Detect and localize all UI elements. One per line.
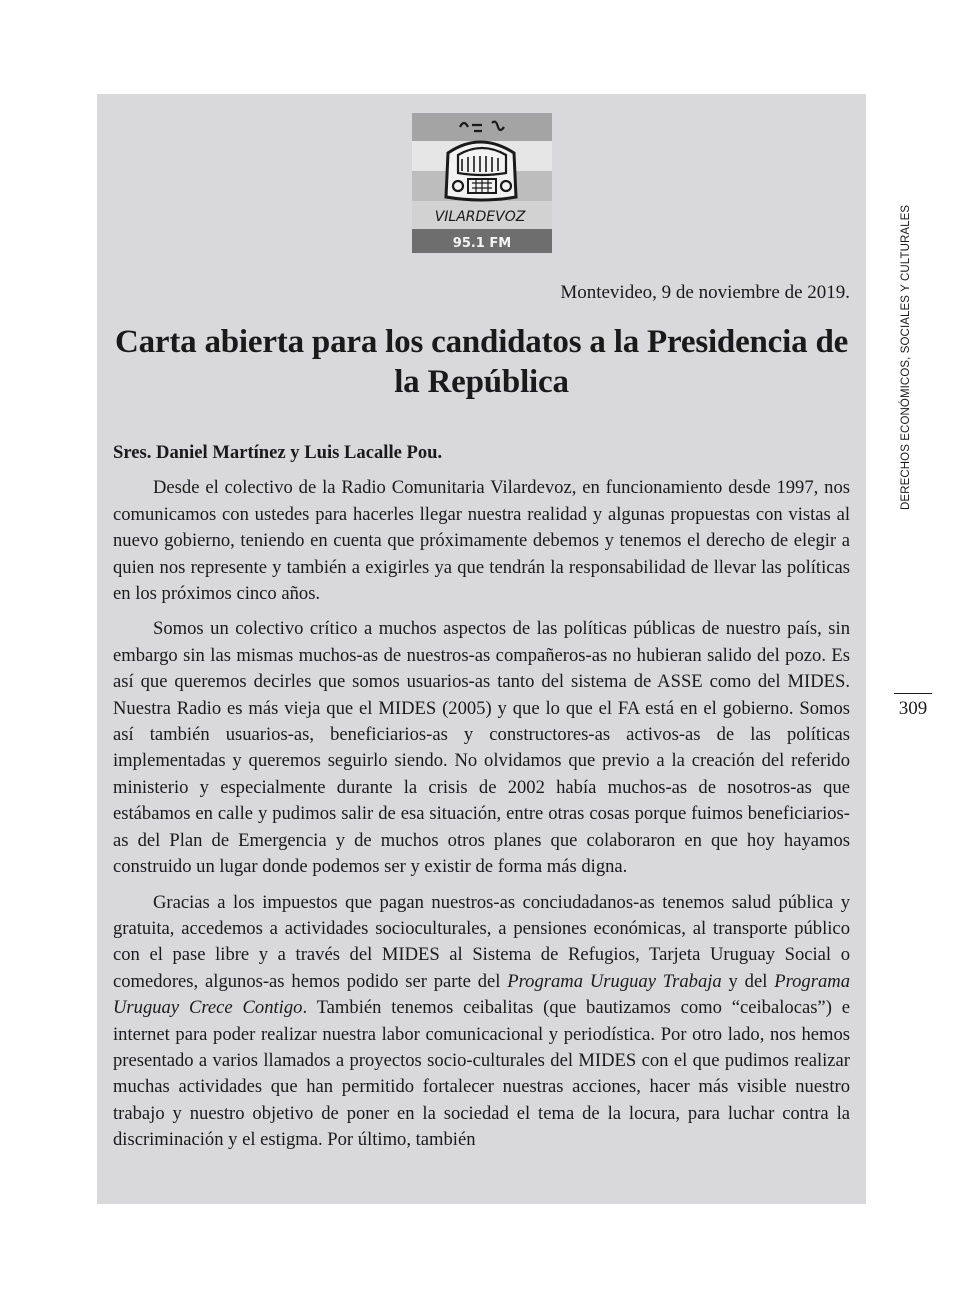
page-number: 309 xyxy=(898,698,928,719)
letter-box xyxy=(97,94,866,1204)
vilardevoz-logo xyxy=(412,113,552,253)
radio-icon xyxy=(412,113,552,253)
paragraph-2: Somos un colectivo crítico a muchos aspectos de las políticas públicas de nuestro país, sin embargo sin las mismas muchos-as de nuestros-as compañeros-as no hubieran salido del pozo. Es así que queremos decirles que somos usuarios-as tanto del sistema de ASSE como del MIDES. Nuestra Radio es más vieja que el MIDES (2005) y que lo que el FA está en el gobierno. Somos así también usuarios-as, beneficiarios-as y constructores-as activos-as de las políticas implementadas y queremos seguirlo siendo. No olvidamos que previo a la creación del referido ministerio y especialmente durante la crisis de 2002 había muchos-as de nosotros-as que estábamos en calle y pudimos salir de esa situación, entre otras cosas porque fuimos beneficiarios-as del Plan de Emergencia y de muchos otros planes que colaboraron en que hoy hayamos construido un lugar donde podemos ser y existir de forma más digna. xyxy=(113,618,850,878)
letter-date: Montevideo, 9 de noviembre de 2019. xyxy=(560,282,850,303)
program-name-trabaja: Programa Uruguay Trabaja xyxy=(507,970,722,992)
paragraph-3-text-c: . También tenemos ceibalitas (que bautizamos como “ceibalocas”) e internet para poder realizar nuestra labor comunicacional y periodística. Por otro lado, nos hemos presentado a varios llamados a proyectos socio-culturales del MIDES con el que pudimos realizar muchas actividades que han permitido fortalecer nuestras acciones, hacer más visible nuestro trabajo y nuestro objetivo de poner en la sociedad el tema de la locura, para luchar contra la discriminación y el estigma. Por último, también xyxy=(113,997,850,1151)
letter-body xyxy=(113,440,850,1163)
paragraph-3-text-b: y del xyxy=(721,970,775,992)
paragraph-1: Desde el colectivo de la Radio Comunitaria Vilardevoz, en funcionamiento desde 1997, nos comunicamos con ustedes para hacerles llegar nuestra realidad y algunas propuestas con vistas al nuevo gobierno, teniendo en cuenta que próximamente debemos y tenemos el derecho de elegir a quien nos represente y también a exigirles ya que tendrán la responsabilidad de llevar las políticas en los próximos cinco años. xyxy=(113,477,850,605)
paragraph-3 xyxy=(113,890,850,1154)
letter-title: Carta abierta para los candidatos a la Presidencia de la República xyxy=(114,324,849,400)
section-side-label: DERECHOS ECONÓMICOS, SOCIALES Y CULTURALES xyxy=(900,204,912,510)
salutation: Sres. Daniel Martínez y Luis Lacalle Pou. xyxy=(113,442,443,463)
program-name-crece-contigo: Programa Uruguay Crece Contigo xyxy=(113,970,850,1019)
logo-name-text: VILARDEVOZ xyxy=(434,209,526,225)
logo-frequency-text: 95.1 FM xyxy=(452,236,512,251)
page-number-rule xyxy=(894,693,932,694)
paragraph-3-text-a: Gracias a los impuestos que pagan nuestros-as conciudadanos-as tenemos salud pública y gratuita, accedemos a actividades socioculturales, a pensiones económicas, al transporte público con el pase libre y a través del MIDES al Sistema de Refugios, Tarjeta Uruguay Social o comedores, algunos-as hemos podido ser parte del xyxy=(113,891,850,992)
